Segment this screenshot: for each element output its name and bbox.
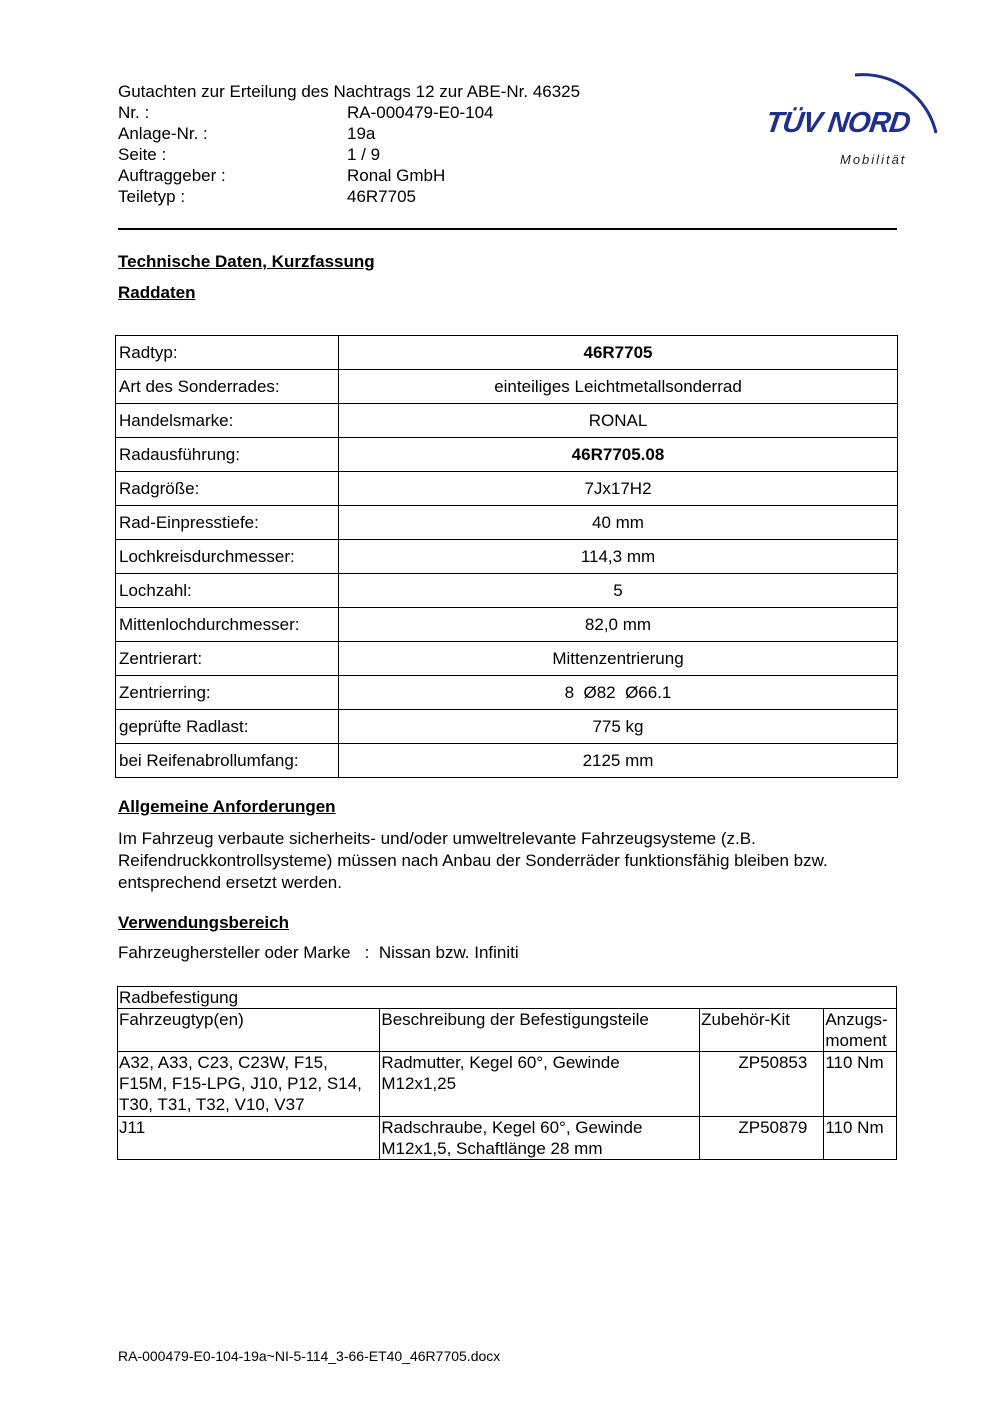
field-label: Seite : (118, 145, 167, 164)
footer-filename: RA-000479-E0-104-19a~NI-5-114_3-66-ET40_46R7705.docx (118, 1348, 501, 1364)
row-label: Rad-Einpresstiefe: (116, 506, 339, 540)
header-field-row (118, 186, 493, 207)
column-header: Fahrzeugtyp(en) (118, 1009, 380, 1052)
table-row (116, 608, 898, 642)
usage-line (118, 943, 519, 963)
section-title-technical: Technische Daten, Kurzfassung (118, 252, 375, 271)
row-label: Lochzahl: (116, 574, 339, 608)
row-label: Radtyp: (116, 336, 339, 370)
document-title: Gutachten zur Erteilung des Nachtrags 12 zur ABE-Nr. 46325 (118, 82, 581, 101)
vehicle-types: J11 (118, 1117, 380, 1160)
field-label: Teiletyp : (118, 187, 186, 206)
row-value: 5 (339, 574, 898, 608)
wheel-data-table (115, 335, 898, 778)
row-label: Radgröße: (116, 472, 339, 506)
table-row (116, 370, 898, 404)
torque: 110 Nm (824, 1117, 897, 1160)
header-field-row (118, 165, 493, 186)
column-header: Beschreibung der Befestigungsteile (380, 1009, 700, 1052)
logo-brand: TÜV NORD (763, 107, 912, 139)
section-title-usage: Verwendungsbereich (118, 913, 289, 932)
section-title-wheel: Raddaten (118, 283, 196, 302)
table-caption: Radbefestigung (118, 987, 897, 1009)
document-header (118, 81, 678, 207)
table-row (118, 1052, 897, 1117)
section-title-general: Allgemeine Anforderungen (118, 797, 336, 816)
table-row (116, 404, 898, 438)
header-field-row (118, 102, 493, 123)
field-value: 19a (347, 124, 376, 143)
row-value: 114,3 mm (339, 540, 898, 574)
fastener-description: Radmutter, Kegel 60°, Gewinde M12x1,25 (380, 1052, 700, 1117)
torque: 110 Nm (824, 1052, 897, 1117)
table-row (116, 642, 898, 676)
table-header-row (118, 1009, 897, 1052)
table-row (116, 744, 898, 778)
row-value: RONAL (339, 404, 898, 438)
field-label: Nr. : (118, 103, 150, 122)
row-label: Lochkreisdurchmesser: (116, 540, 339, 574)
table-row (116, 506, 898, 540)
header-field-row (118, 144, 493, 165)
logo-subtitle: Mobilität (840, 152, 907, 167)
column-header: Zubehör-Kit (700, 1009, 824, 1052)
header-divider (118, 228, 897, 230)
row-label: Art des Sonderrades: (116, 370, 339, 404)
field-value: RA-000479-E0-104 (347, 103, 494, 122)
row-value: 82,0 mm (339, 608, 898, 642)
usage-separator: : (364, 943, 370, 962)
header-fields (118, 102, 493, 207)
usage-label: Fahrzeughersteller oder Marke (118, 943, 351, 962)
row-label: geprüfte Radlast: (116, 710, 339, 744)
tuv-nord-logo (760, 55, 945, 175)
table-row (118, 1117, 897, 1160)
table-caption-row (118, 987, 897, 1009)
field-value: 46R7705 (347, 187, 417, 206)
row-value: 46R7705.08 (339, 438, 898, 472)
table-row (116, 438, 898, 472)
row-label: Handelsmarke: (116, 404, 339, 438)
table-row (116, 540, 898, 574)
table-row (116, 472, 898, 506)
row-value: Mittenzentrierung (339, 642, 898, 676)
row-label: Zentrierart: (116, 642, 339, 676)
accessory-kit: ZP50853 (700, 1052, 824, 1117)
row-label: Radausführung: (116, 438, 339, 472)
row-value: 46R7705 (339, 336, 898, 370)
table-row (116, 336, 898, 370)
table-row (116, 676, 898, 710)
row-value: 8 Ø82 Ø66.1 (339, 676, 898, 710)
fastener-description: Radschraube, Kegel 60°, Gewinde M12x1,5, Schaftlänge 28 mm (380, 1117, 700, 1160)
row-value: 2125 mm (339, 744, 898, 778)
row-value: einteiliges Leichtmetallsonderrad (339, 370, 898, 404)
table-row (116, 710, 898, 744)
vehicle-types: A32, A33, C23, C23W, F15, F15M, F15-LPG, J10, P12, S14, T30, T31, T32, V10, V37 (118, 1052, 380, 1117)
accessory-kit: ZP50879 (700, 1117, 824, 1160)
usage-value: Nissan bzw. Infiniti (378, 943, 519, 962)
general-requirements-text: Im Fahrzeug verbaute sicherheits- und/oder umweltrelevante Fahrzeugsysteme (z.B. Reifendruckkontrollsysteme) müssen nach Anbau der Sonderräder funktionsfähig bleiben bzw. entsprechend ersetzt werden. (118, 829, 828, 892)
table-row (116, 574, 898, 608)
row-value: 7Jx17H2 (339, 472, 898, 506)
header-field-row (118, 123, 493, 144)
field-value: 1 / 9 (347, 145, 381, 164)
mounting-table (117, 986, 897, 1160)
field-label: Auftraggeber : (118, 166, 226, 185)
row-value: 775 kg (339, 710, 898, 744)
field-label: Anlage-Nr. : (118, 124, 208, 143)
row-value: 40 mm (339, 506, 898, 540)
row-label: Zentrierring: (116, 676, 339, 710)
row-label: bei Reifenabrollumfang: (116, 744, 339, 778)
column-header: Anzugs-moment (824, 1009, 897, 1052)
row-label: Mittenlochdurchmesser: (116, 608, 339, 642)
field-value: Ronal GmbH (347, 166, 446, 185)
